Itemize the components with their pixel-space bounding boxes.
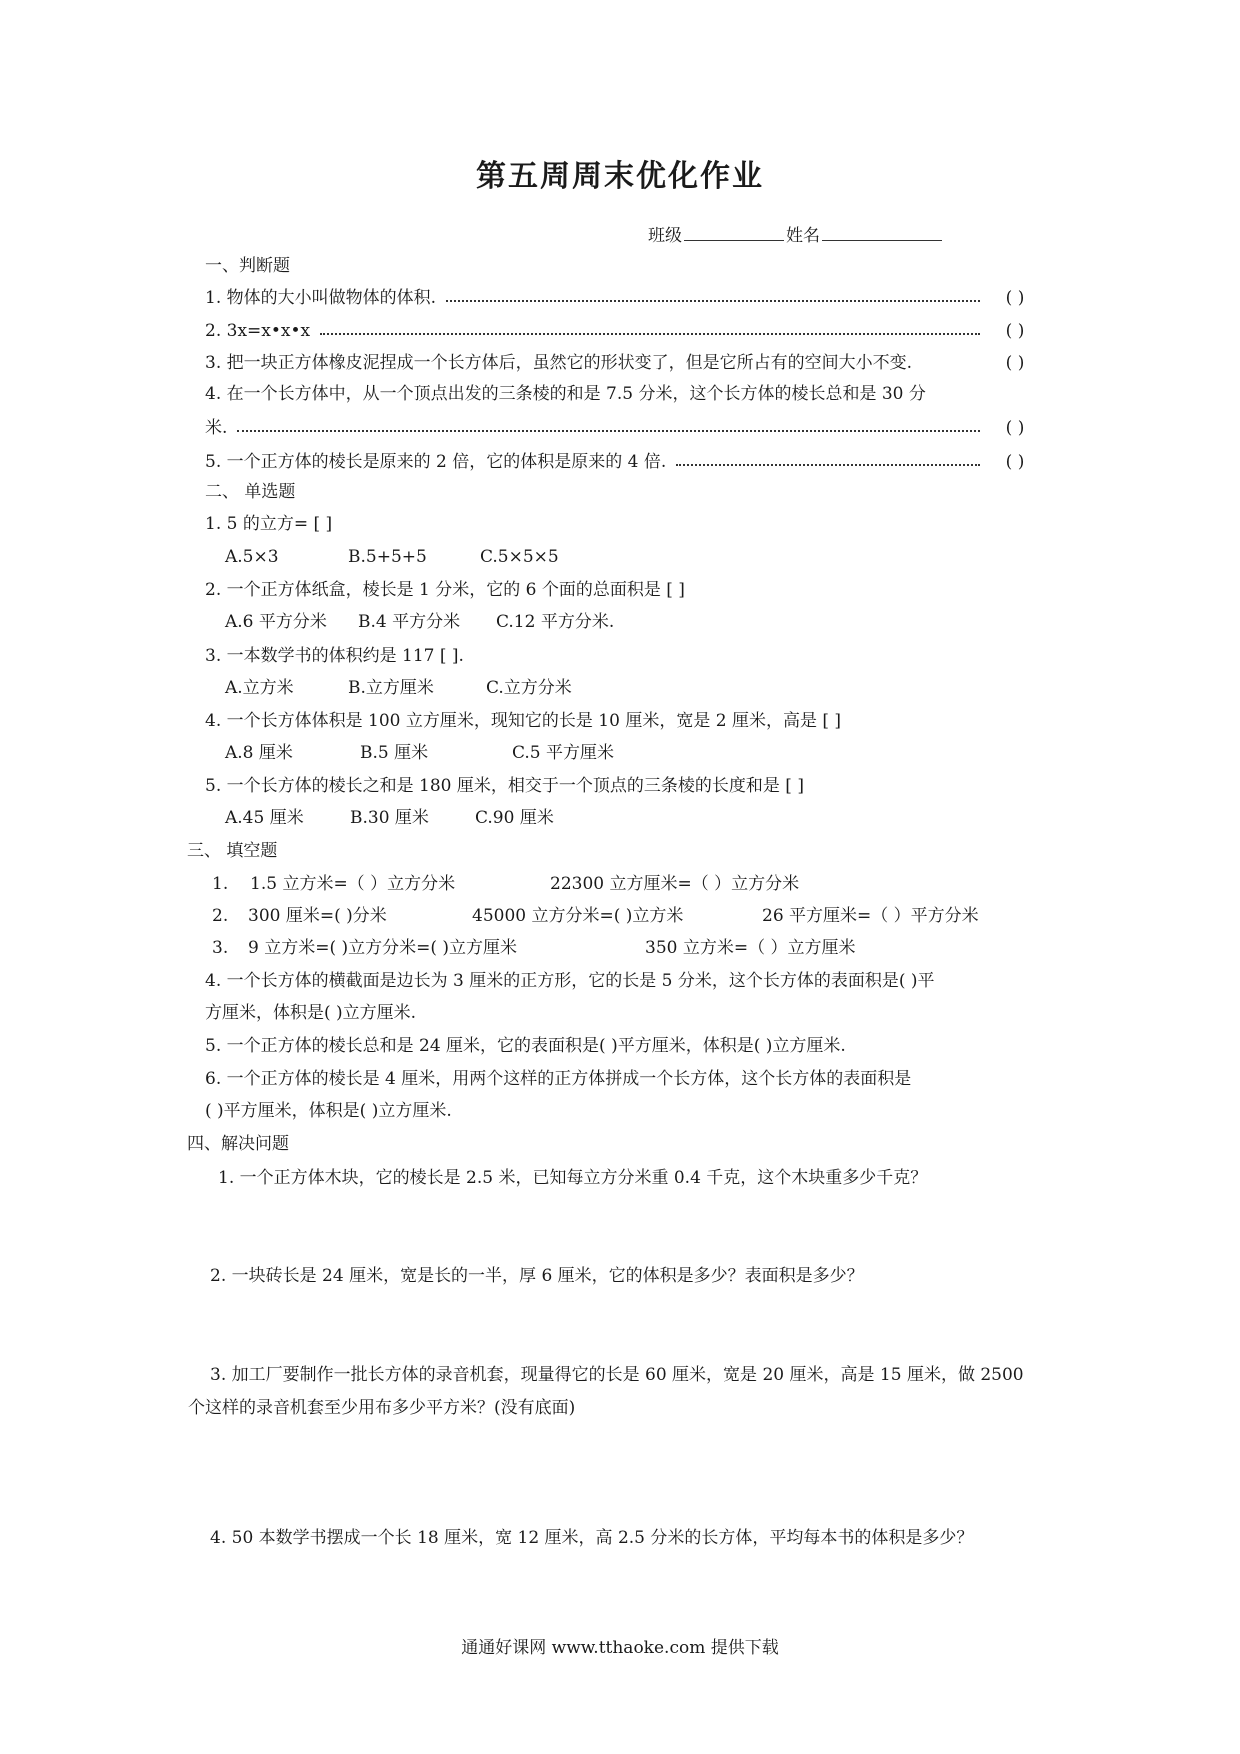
answer-paren: ( ) <box>1005 287 1025 308</box>
fill-item-6-line2: ( )平方厘米，体积是( )立方厘米. <box>205 1101 452 1121</box>
leader-dots <box>676 454 980 466</box>
problem-4: 4. 50 本数学书摆成一个长 18 厘米，宽 12 厘米，高 2.5 分米的长方体，平均每本书的体积是多少？ <box>210 1528 974 1548</box>
fill-row-2-b: 45000 立方分米=( )立方米 <box>472 906 684 926</box>
mc-5-option-b: B.30 厘米 <box>350 808 429 828</box>
fill-row-1-a: 1.5 立方米=（ ）立方分米 <box>250 874 456 894</box>
judge-item-4-text-cont: 米. <box>205 417 228 438</box>
judge-item-5-text: 5. 一个正方体的棱长是原来的 2 倍，它的体积是原来的 4 倍. <box>205 451 667 472</box>
fill-row-2-a: 300 厘米=( )分米 <box>248 906 387 926</box>
mc-4-option-b: B.5 厘米 <box>360 743 429 763</box>
student-info <box>648 228 942 245</box>
mc-1-option-c: C.5×5×5 <box>480 547 559 567</box>
fill-row-2-c: 26 平方厘米=（ ）平方分米 <box>762 906 979 926</box>
answer-paren: ( ) <box>1005 320 1025 341</box>
mc-question-1: 1. 5 的立方= [ ] <box>205 514 333 534</box>
fill-row-3-num: 3. <box>212 938 229 958</box>
mc-5-option-c: C.90 厘米 <box>475 808 554 828</box>
fill-row-3-b: 350 立方米=（ ）立方厘米 <box>645 938 856 958</box>
mc-3-option-b: B.立方厘米 <box>348 678 434 698</box>
answer-paren: ( ) <box>1005 451 1025 472</box>
fill-item-4-line1: 4. 一个长方体的横截面是边长为 3 厘米的正方形，它的长是 5 分米，这个长方体的表面积是( )平 <box>205 971 935 991</box>
mc-3-option-a: A.立方米 <box>225 678 294 698</box>
judge-item-3-text: 3. 把一块正方体橡皮泥捏成一个长方体后，虽然它的形状变了，但是它所占有的空间大小不变. <box>205 352 913 373</box>
leader-dots <box>320 323 980 335</box>
fill-row-1-b: 22300 立方厘米=（ ）立方分米 <box>550 874 800 894</box>
mc-question-4: 4. 一个长方体体积是 100 立方厘米，现知它的长是 10 厘米，宽是 2 厘米，高是 [ ] <box>205 711 842 731</box>
mc-3-option-c: C.立方分米 <box>486 678 572 698</box>
leader-dots <box>237 420 980 432</box>
section2-heading: 二、 单选题 <box>205 482 296 502</box>
fill-item-6-line1: 6. 一个正方体的棱长是 4 厘米，用两个这样的正方体拼成一个长方体，这个长方体的表面积是 <box>205 1069 912 1089</box>
judge-item-3 <box>205 352 1040 374</box>
judge-item-1-text: 1. 物体的大小叫做物体的体积. <box>205 287 437 308</box>
answer-paren: ( ) <box>1005 352 1025 373</box>
judge-item-2 <box>205 320 1040 342</box>
name-label: 姓名 <box>786 226 820 246</box>
answer-paren: ( ) <box>1005 417 1025 438</box>
fill-item-4-line2: 方厘米，体积是( )立方厘米. <box>205 1003 417 1023</box>
mc-5-option-a: A.45 厘米 <box>225 808 304 828</box>
page-title: 第五周周末优化作业 <box>476 159 764 194</box>
mc-question-5: 5. 一个长方体的棱长之和是 180 厘米，相交于一个顶点的三条棱的长度和是 [ ] <box>205 776 804 796</box>
mc-2-option-b: B.4 平方分米 <box>358 612 461 632</box>
problem-1: 1. 一个正方体木块，它的棱长是 2.5 米，已知每立方分米重 0.4 千克，这个木块重多少千克？ <box>218 1168 928 1188</box>
fill-item-5: 5. 一个正方体的棱长总和是 24 厘米，它的表面积是( )平方厘米，体积是( )立方厘米. <box>205 1036 846 1056</box>
section3-heading: 三、 填空题 <box>187 841 278 861</box>
problem-3-line2: 个这样的录音机套至少用布多少平方米？(没有底面) <box>188 1398 576 1418</box>
mc-question-3: 3. 一本数学书的体积约是 117 [ ]. <box>205 646 464 666</box>
judge-item-4 <box>205 417 1040 439</box>
fill-row-3-a: 9 立方米=( )立方分米=( )立方厘米 <box>248 938 518 958</box>
mc-2-option-a: A.6 平方分米 <box>225 612 327 632</box>
leader-dots <box>446 290 980 302</box>
mc-question-2: 2. 一个正方体纸盒，棱长是 1 分米，它的 6 个面的总面积是 [ ] <box>205 580 685 600</box>
mc-2-option-c: C.12 平方分米. <box>496 612 615 632</box>
mc-1-option-b: B.5+5+5 <box>348 547 427 567</box>
mc-4-option-c: C.5 平方厘米 <box>512 743 615 763</box>
class-blank <box>684 240 784 241</box>
section1-heading: 一、判断题 <box>205 256 290 276</box>
judge-item-1 <box>205 287 1040 309</box>
class-label: 班级 <box>648 226 682 246</box>
name-blank <box>822 240 942 241</box>
problem-2: 2. 一块砖长是 24 厘米，宽是长的一半，厚 6 厘米，它的体积是多少？表面积是多少？ <box>210 1266 864 1286</box>
mc-4-option-a: A.8 厘米 <box>225 743 293 763</box>
footer-credit: 通通好课网 www.tthaoke.com 提供下载 <box>461 1638 779 1658</box>
judge-item-2-text: 2. 3x=x•x•x <box>205 320 311 341</box>
fill-row-2-num: 2. <box>212 906 229 926</box>
judge-item-5 <box>205 451 1040 473</box>
problem-3-line1: 3. 加工厂要制作一批长方体的录音机套，现量得它的长是 60 厘米，宽是 20 厘米，高是 15 厘米，做 2500 <box>210 1365 1024 1385</box>
mc-1-option-a: A.5×3 <box>225 547 279 567</box>
section4-heading: 四、解决问题 <box>187 1134 289 1154</box>
fill-row-1-num: 1. <box>212 874 229 894</box>
judge-item-4-text: 4. 在一个长方体中，从一个顶点出发的三条棱的和是 7.5 分米，这个长方体的棱长总和是 30 分 <box>205 384 926 404</box>
